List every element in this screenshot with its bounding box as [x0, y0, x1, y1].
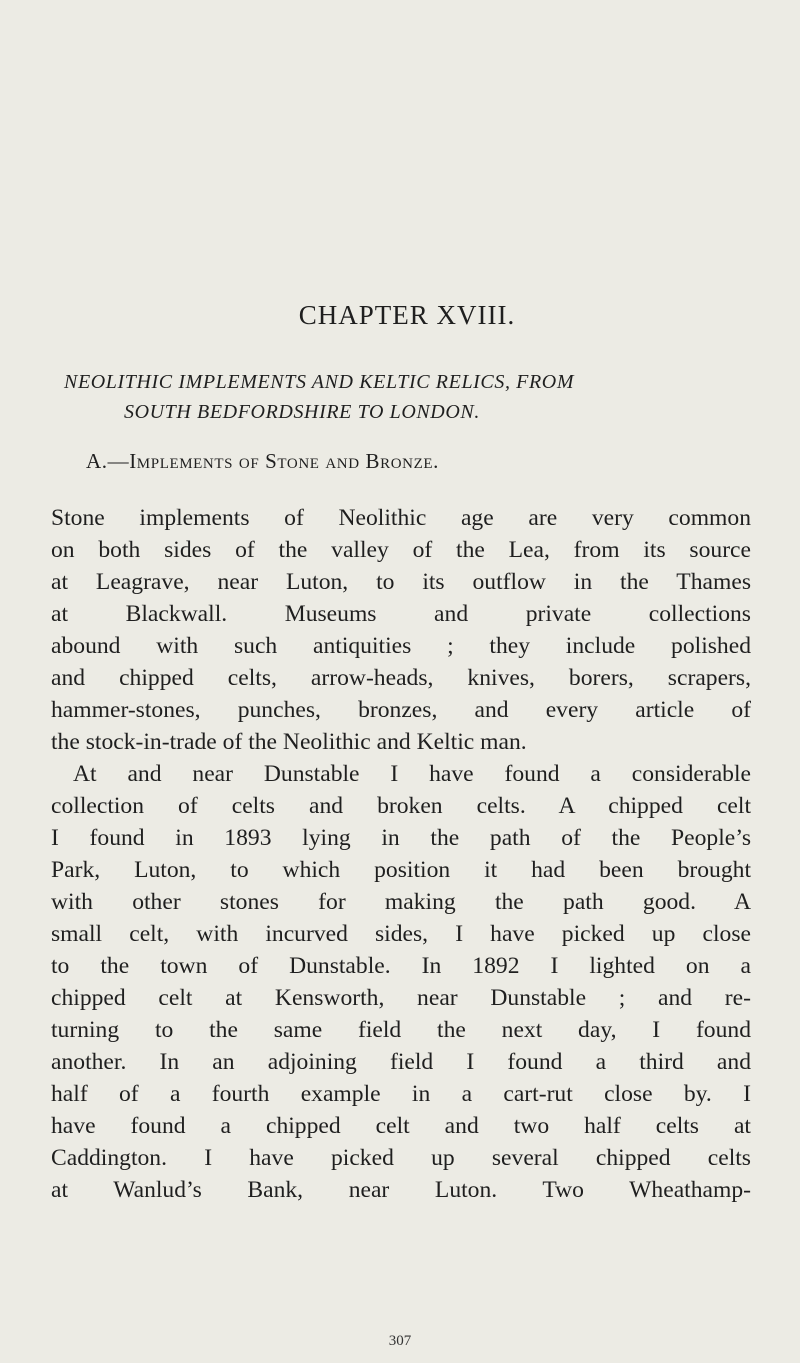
body-text [51, 502, 751, 1206]
text-line: collection of celts and broken celts. A chipped celt [51, 793, 751, 819]
text-line: Caddington. I have picked up several chipped celts [51, 1145, 751, 1171]
chapter-title: CHAPTER XVIII. [298, 300, 516, 330]
subtitle-line: SOUTH BEDFORDSHIRE TO LONDON. [124, 401, 480, 423]
text-line: and chipped celts, arrow-heads, knives, borers, scrapers, [51, 665, 751, 691]
text-line: I found in 1893 lying in the path of the People’s [51, 825, 751, 851]
text-line: half of a fourth example in a cart-rut close by. I [51, 1081, 751, 1107]
text-line: small celt, with incurved sides, I have picked up close [51, 921, 751, 947]
text-line: at Blackwall. Museums and private collections [51, 601, 751, 627]
text-line: Stone implements of Neolithic age are very common [51, 505, 751, 531]
subtitle-line: NEOLITHIC IMPLEMENTS AND KELTIC RELICS, FROM [64, 371, 575, 393]
text-line: on both sides of the valley of the Lea, from its source [51, 537, 751, 563]
text-line: Park, Luton, to which position it had been brought [51, 857, 751, 883]
text-line: abound with such antiquities ; they include polished [51, 633, 751, 659]
text-line: with other stones for making the path good. A [51, 889, 751, 915]
chapter-subtitle [62, 367, 752, 427]
text-line: to the town of Dunstable. In 1892 I lighted on a [51, 953, 751, 979]
text-line: chipped celt at Kensworth, near Dunstable ; and re- [51, 985, 751, 1011]
paragraph [51, 758, 751, 1206]
text-line: have found a chipped celt and two half celts at [51, 1113, 751, 1139]
text-line: the stock-in-trade of the Neolithic and Keltic man. [51, 729, 527, 755]
page-number: 307 [388, 1333, 412, 1349]
text-line: hammer-stones, punches, bronzes, and every article of [51, 697, 751, 723]
text-line: At and near Dunstable I have found a considerable [73, 761, 751, 787]
section-heading: A.—Implements of Stone and Bronze. [86, 449, 439, 473]
text-line: at Wanlud’s Bank, near Luton. Two Wheathamp- [51, 1177, 751, 1203]
paragraph [51, 502, 751, 758]
text-line: at Leagrave, near Luton, to its outflow in the Thames [51, 569, 751, 595]
text-line: turning to the same field the next day, I found [51, 1017, 751, 1043]
text-line: another. In an adjoining field I found a third and [51, 1049, 751, 1075]
